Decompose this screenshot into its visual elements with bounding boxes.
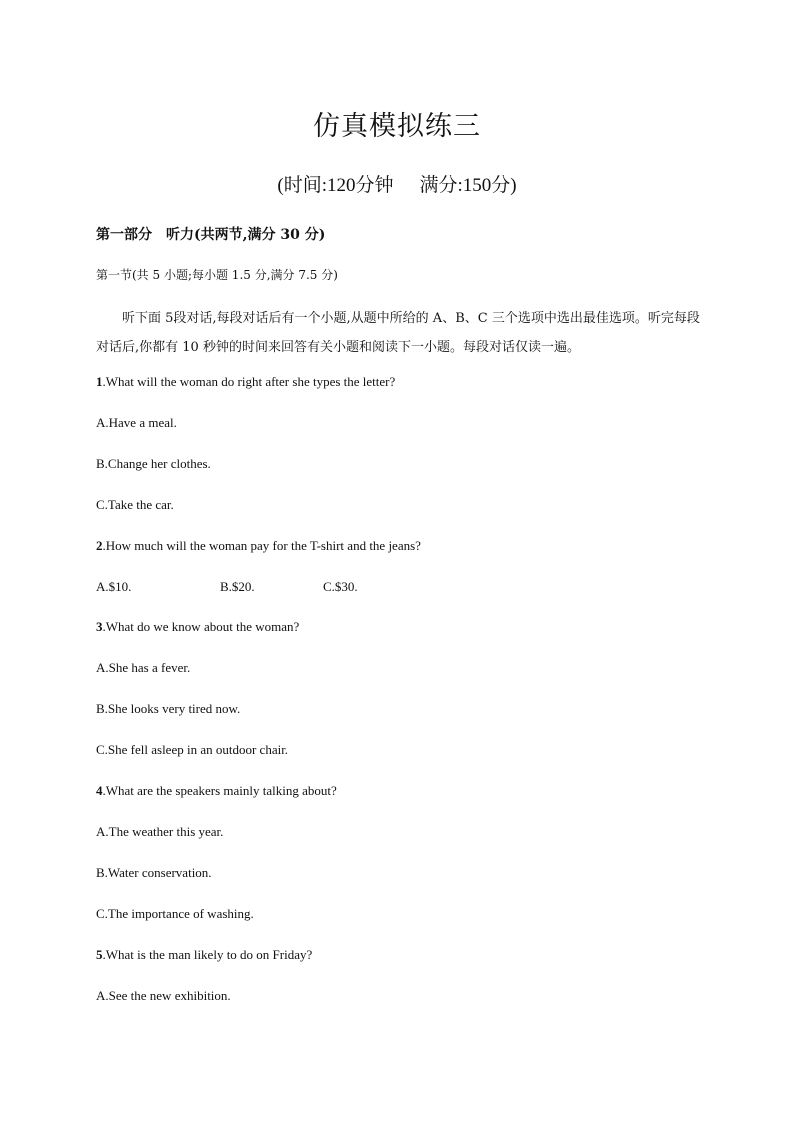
part-title-main [166, 227, 325, 243]
question-text: .What will the woman do right after she types the letter? [102, 374, 396, 389]
question-number: 1 [96, 374, 103, 389]
option-1b: B.Change her clothes. [96, 456, 211, 471]
exam-info [0, 170, 794, 197]
question-number: 2 [96, 538, 103, 553]
question-text: .What are the speakers mainly talking about? [102, 783, 337, 798]
option-4b: B.Water conservation. [96, 865, 212, 880]
page-title: 仿真模拟练三 [313, 111, 481, 142]
option-3c: C.She fell asleep in an outdoor chair. [96, 742, 289, 757]
question-number: 4 [96, 783, 103, 798]
question-number: 5 [96, 947, 103, 962]
option-4a: A.The weather this year. [96, 824, 224, 839]
option-1c: C.Take the car. [96, 497, 174, 512]
option-2c: C.$30. [323, 579, 358, 594]
question-text: .What do we know about the woman? [102, 619, 300, 634]
option-3a: A.She has a fever. [96, 660, 191, 675]
part-heading [96, 224, 325, 244]
exam-score: 满分:150分) [419, 175, 517, 196]
question-1 [96, 374, 395, 390]
question-2 [96, 538, 421, 554]
option-3b: B.She looks very tired now. [96, 701, 241, 716]
question-text: .What is the man likely to do on Friday? [102, 947, 313, 962]
question-4 [96, 783, 337, 799]
instructions: 听下面 5段对话,每段对话后有一个小题,从题中所给的 A、B、C 三个选项中选出最佳选项。听完每段对话后,你都有 10 秒钟的时间来回答有关小题和阅读下一小题。每段对话仅读一遍。 [96, 311, 700, 355]
part-title: 听力(共两节,满分 30 分) [166, 227, 326, 243]
section-heading: 第一节(共 5 小题;每小题 1.5 分,满分 7.5 分) [96, 268, 338, 282]
option-1a: A.Have a meal. [96, 415, 177, 430]
question-number: 3 [96, 619, 103, 634]
part-label: 第一部分 [96, 227, 152, 243]
question-3 [96, 619, 299, 635]
option-2b: B.$20. [220, 579, 255, 594]
question-text: .How much will the woman pay for the T-shirt and the jeans? [102, 538, 421, 553]
option-4c: C.The importance of washing. [96, 906, 254, 921]
exam-time: (时间:120分钟 [277, 175, 394, 196]
question-5 [96, 947, 312, 963]
option-2a: A.$10. [96, 579, 132, 594]
option-5a: A.See the new exhibition. [96, 988, 231, 1003]
